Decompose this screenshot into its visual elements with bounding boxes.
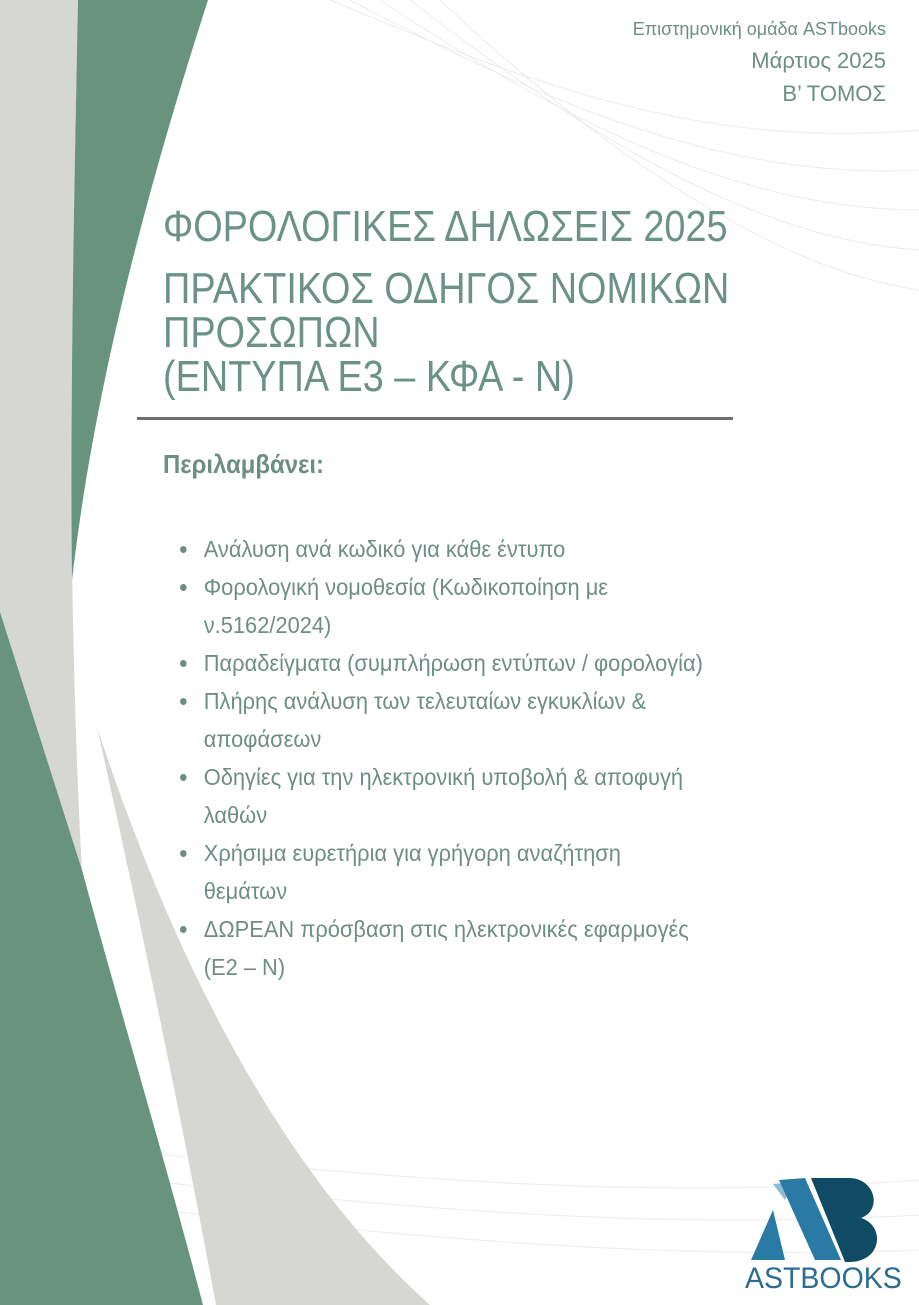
bullet-icon	[180, 698, 187, 705]
cover-meta	[633, 14, 886, 110]
book-title	[163, 202, 730, 401]
list-item	[180, 910, 703, 986]
title-line-4: (ΕΝΤΥΠΑ Ε3 – ΚΦΑ - Ν)	[163, 352, 575, 401]
bullet-icon	[180, 660, 187, 667]
volume-text: Β’ ΤΟΜΟΣ	[782, 81, 886, 106]
list-item	[180, 682, 703, 758]
author-text: Επιστημονική ομάδα ASTbooks	[632, 19, 886, 39]
divider	[137, 417, 733, 420]
list-item	[180, 758, 703, 834]
contents-list	[180, 530, 730, 986]
item-line: Πλήρης ανάλυση των τελευταίων εγκυκλίων &	[203, 688, 647, 714]
title-line-3: ΠΡΟΣΩΠΩΝ	[163, 308, 380, 357]
title-line-1: ΦΟΡΟΛΟΓΙΚΕΣ ΔΗΛΩΣΕΙΣ 2025	[163, 202, 728, 251]
item-line: Ανάλυση ανά κωδικό για κάθε έντυπο	[203, 536, 566, 562]
item-line: αποφάσεων	[203, 726, 322, 752]
list-item	[180, 834, 703, 910]
title-line-2: ΠΡΑΚΤΙΚΟΣ ΟΔΗΓΟΣ ΝΟΜΙΚΩΝ	[163, 264, 730, 313]
item-line: λαθών	[203, 802, 268, 828]
item-line: Παραδείγματα (συμπλήρωση εντύπων / φορολογία)	[203, 650, 703, 676]
item-line: Οδηγίες για την ηλεκτρονική υποβολή & αποφυγή	[203, 764, 684, 790]
bullet-icon	[180, 546, 187, 553]
item-line: θεμάτων	[203, 878, 288, 904]
list-item	[180, 530, 703, 568]
item-line: ν.5162/2024)	[203, 612, 332, 638]
bullet-icon	[180, 584, 187, 591]
list-item	[180, 644, 703, 682]
includes-heading: Περιλαμβάνει:	[163, 449, 324, 479]
bullet-icon	[180, 774, 187, 781]
list-item	[180, 568, 703, 644]
bullet-icon	[180, 926, 187, 933]
item-line: Φορολογική νομοθεσία (Κωδικοποίηση με	[203, 574, 609, 600]
item-line: (Ε2 – Ν)	[203, 954, 286, 980]
bullet-icon	[180, 850, 187, 857]
logo-text: ASTBOOKS	[745, 1262, 902, 1295]
item-line: ΔΩΡΕΑΝ πρόσβαση στις ηλεκτρονικές εφαρμογές	[203, 916, 689, 942]
item-line: Χρήσιμα ευρετήρια για γρήγορη αναζήτηση	[203, 840, 621, 866]
date-text: Μάρτιος 2025	[751, 48, 886, 73]
